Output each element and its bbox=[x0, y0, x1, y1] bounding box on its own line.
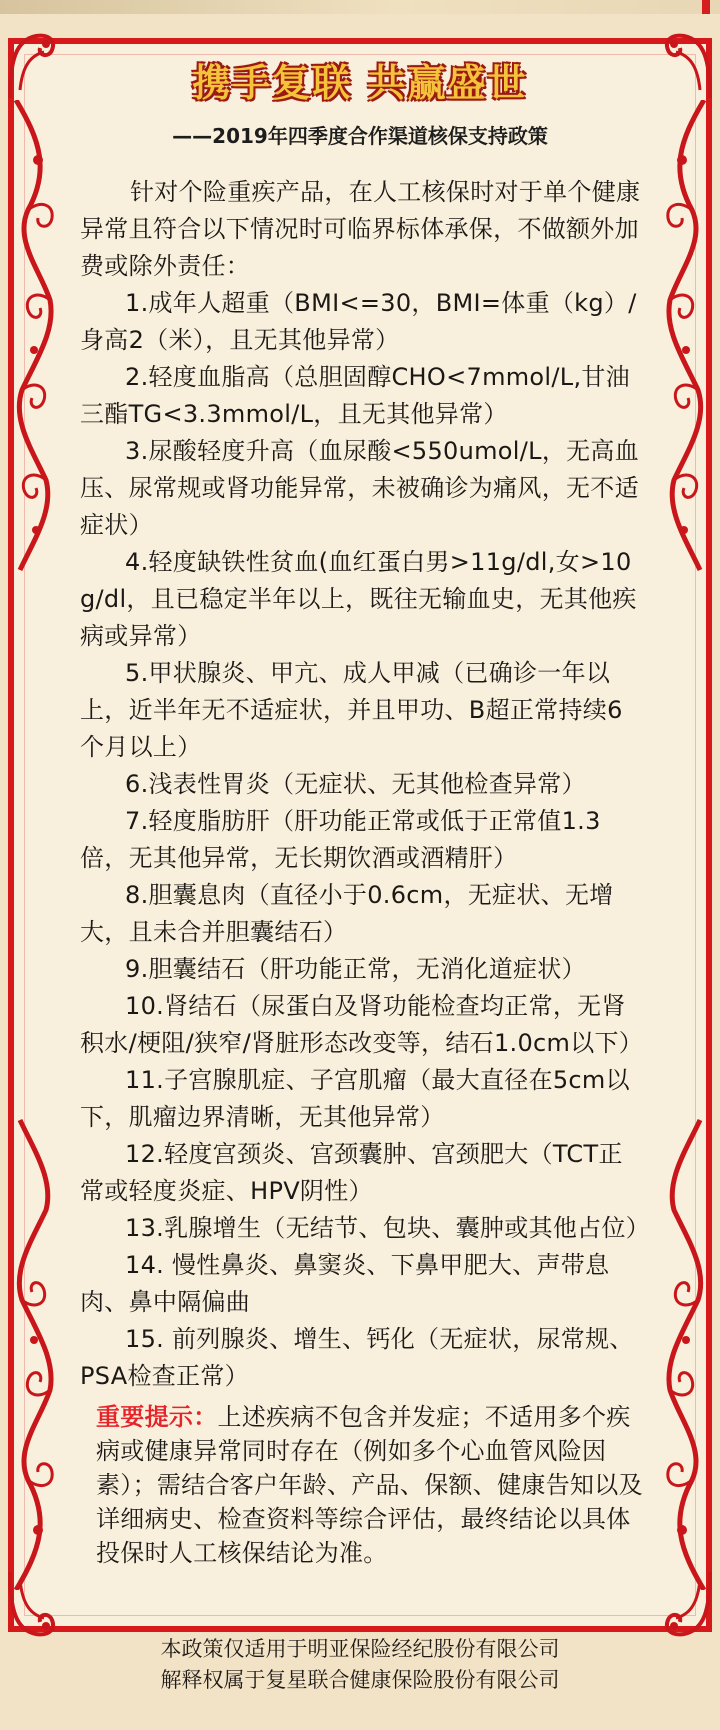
floral-ornament-right-top bbox=[660, 100, 710, 640]
condition-item-1: 1.成年人超重（BMI<=30，BMI=体重（kg）/身高2（米），且无其他异常） bbox=[80, 289, 637, 354]
condition-item-7: 7.轻度脂肪肝（肝功能正常或低于正常值1.3倍，无其他异常，无长期饮酒或酒精肝） bbox=[80, 807, 601, 872]
footer-line-1: 本政策仅适用于明亚保险经纪股份有限公司 bbox=[160, 1637, 560, 1661]
top-red-strip bbox=[702, 0, 710, 14]
footer bbox=[0, 1634, 720, 1696]
condition-item-9: 9.胆囊结石（肝功能正常，无消化道症状） bbox=[125, 955, 586, 983]
floral-ornament-left-top bbox=[10, 100, 60, 640]
important-notice bbox=[96, 1400, 644, 1570]
condition-item-11: 11.子宫腺肌症、子宫肌瘤（最大直径在5cm以下，肌瘤边界清晰，无其他异常） bbox=[80, 1066, 630, 1131]
floral-ornament-right-bottom bbox=[660, 1050, 710, 1590]
footer-line-2: 解释权属于复星联合健康保险股份有限公司 bbox=[160, 1668, 560, 1692]
condition-item-10: 10.肾结石（尿蛋白及肾功能检查均正常，无肾积水/梗阻/狭窄/肾脏形态改变等，结石1.0cm以下） bbox=[80, 992, 644, 1057]
condition-item-2: 2.轻度血脂高（总胆固醇CHO<7mmol/L,甘油三酯TG<3.3mmol/L，且无其他异常） bbox=[80, 363, 630, 428]
headline: 携手复联 共赢盛世 bbox=[192, 61, 528, 105]
condition-item-3: 3.尿酸轻度升高（血尿酸<550umol/L，无高血压、尿常规或肾功能异常，未被确诊为痛风，无不适症状） bbox=[80, 437, 640, 539]
important-notice-label: 重要提示： bbox=[96, 1403, 218, 1431]
condition-item-6: 6.浅表性胃炎（无症状、无其他检查异常） bbox=[125, 770, 586, 798]
subheadline: ——2019年四季度合作渠道核保支持政策 bbox=[172, 124, 548, 148]
condition-item-12: 12.轻度宫颈炎、宫颈囊肿、宫颈肥大（TCT正常或轻度炎症、HPV阴性） bbox=[80, 1140, 623, 1205]
top-decorative-band bbox=[0, 0, 720, 14]
important-notice-text: 上述疾病不包含并发症；不适用多个疾病或健康异常同时存在（例如多个心血管风险因素）；需结合客户年龄、产品、保额、健康告知以及详细病史、检查资料等综合评估，最终结论以具体投保时人工核保结论为准。 bbox=[96, 1403, 643, 1567]
corner-ornament-bottom-right bbox=[642, 1568, 714, 1640]
condition-item-13: 13.乳腺增生（无结节、包块、囊肿或其他占位） bbox=[125, 1214, 651, 1242]
floral-ornament-left-bottom bbox=[10, 1050, 60, 1590]
condition-item-4: 4.轻度缺铁性贫血(血红蛋白男>11g/dl,女>10g/dl，且已稳定半年以上，既往无输血史，无其他疾病或异常） bbox=[80, 548, 637, 650]
intro-paragraph: 针对个险重疾产品，在人工核保时对于单个健康异常且符合以下情况时可临界标体承保，不做额外加费或除外责任： bbox=[80, 178, 641, 280]
condition-item-14: 14. 慢性鼻炎、鼻窦炎、下鼻甲肥大、声带息肉、鼻中隔偏曲 bbox=[80, 1251, 610, 1316]
policy-content bbox=[80, 174, 651, 1395]
corner-ornament-bottom-left bbox=[6, 1568, 78, 1640]
condition-list bbox=[80, 285, 651, 1395]
condition-item-15: 15. 前列腺炎、增生、钙化（无症状，尿常规、PSA检查正常） bbox=[80, 1325, 634, 1390]
condition-item-8: 8.胆囊息肉（直径小于0.6cm，无症状、无增大，且未合并胆囊结石） bbox=[80, 881, 614, 946]
condition-item-5: 5.甲状腺炎、甲亢、成人甲减（已确诊一年以上，近半年无不适症状，并且甲功、B超正常持续6个月以上） bbox=[80, 659, 623, 761]
